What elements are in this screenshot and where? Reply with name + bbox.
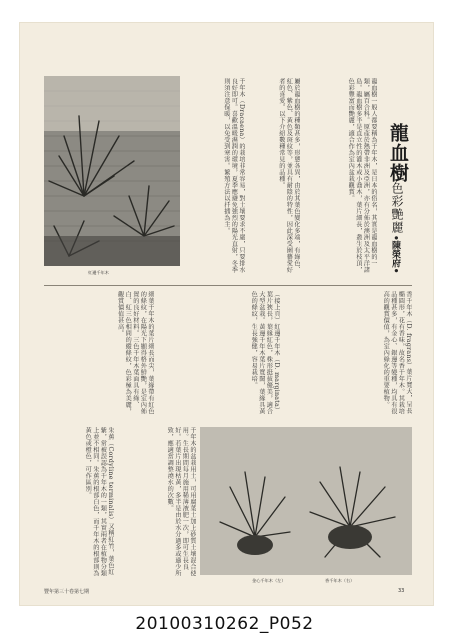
text-column-2: 屬於龍血樹的種類甚多，形態各異，由於其葉色變化多端，有綠色、紅色、紫色、黃色及斑紋等，並具有耐陰的特性，因此深受園藝愛好者的喜愛。以下介紹數種常見的品種。: [277, 78, 300, 273]
dracaena-photo-bottom: [200, 427, 412, 575]
text-column-5: （接上頁）紅邊千年木（D. marginata）葉片狹長，葉緣紅色，株形挺拔優美，適合大型盆栽。黃邊千年木葉片寬闊，葉緣具黃色的條紋，生長強健，容易栽培。: [250, 291, 280, 415]
archive-identifier: 20100310262_P052: [135, 614, 314, 634]
bottom-photo-caption-left: 金心千年木（左）: [252, 578, 286, 583]
text-column-3: 千年木（Dracaena）的栽培非常容易，對土壤要求不嚴，只要排水良好即可。喜歡溫暖濕潤的環境，夏季應避免強烈的陽光直射，冬季則須注意保暖，以免受到寒害。繁殖方法以扦插為主。: [222, 78, 245, 273]
bottom-photo-caption-right: 香千年木（右）: [325, 578, 355, 583]
text-column-6: 香千年木（D. fragrans）葉片寬大，呈長橢圓形，花有香味，故名香千年木。其栽培品種甚多，有金心、銀邊等變種，均具有很高的觀賞價值，為室內綠化的重要植物。: [382, 291, 412, 415]
section-divider: [44, 285, 412, 286]
magazine-footer: 豐年第三十卷第七期: [44, 589, 90, 595]
top-photo-caption: 紅邊千年木: [88, 270, 109, 275]
page-number: 33: [398, 588, 405, 594]
text-column-1: 龍血樹一般人都要稱為千年木，是日本的俗名，其實是龍血樹的一類，屬百合科。原產於熱帶非洲及亞洲，亦有分佈於澳洲及太平洋諸島。龍血樹多半是直立性的灌木或小喬木，葉片細長，叢生於枝頂，色彩豐富而艷麗，適合作為室內盆栽觀賞。: [347, 78, 377, 273]
top-photo: [44, 76, 180, 266]
text-column-7: 朱蕉（Cordyline terminalis）又稱紅竹，葉色紅紫，常被誤認為千年木的一類，其實兩者在植物分類上並不相同。朱蕉的根部白色，而千年木的根部則為黃色或橙色，可作區別。: [84, 427, 114, 577]
text-column-8: 千年木的盆栽用土，可用腐葉土加上砂質土壤混合使用。生長期間每月施用稀薄液肥一次，即可生長良好。若葉片出現枯黃，多半是由於水分過多或過少所致，應適當調整澆水的次數。: [166, 427, 196, 577]
dracaena-photo-top: [44, 76, 180, 266]
magazine-page: [20, 23, 433, 605]
article-subtitle: 色彩艷麗: [390, 182, 404, 234]
author-name: •陳榮府•: [390, 235, 400, 274]
text-column-4: 細葉千年木的葉片細長而尖，葉緣帶有紅色的條紋，在陽光下顯得格外鮮艷，是室內佈置的良好材料。三色千年木葉面具有綠、白、紅三色相間的縱條紋，色彩極為美麗，觀賞價值甚高。: [116, 291, 154, 415]
bottom-photo: [200, 427, 412, 575]
article-title: 龍血樹: [387, 123, 409, 183]
